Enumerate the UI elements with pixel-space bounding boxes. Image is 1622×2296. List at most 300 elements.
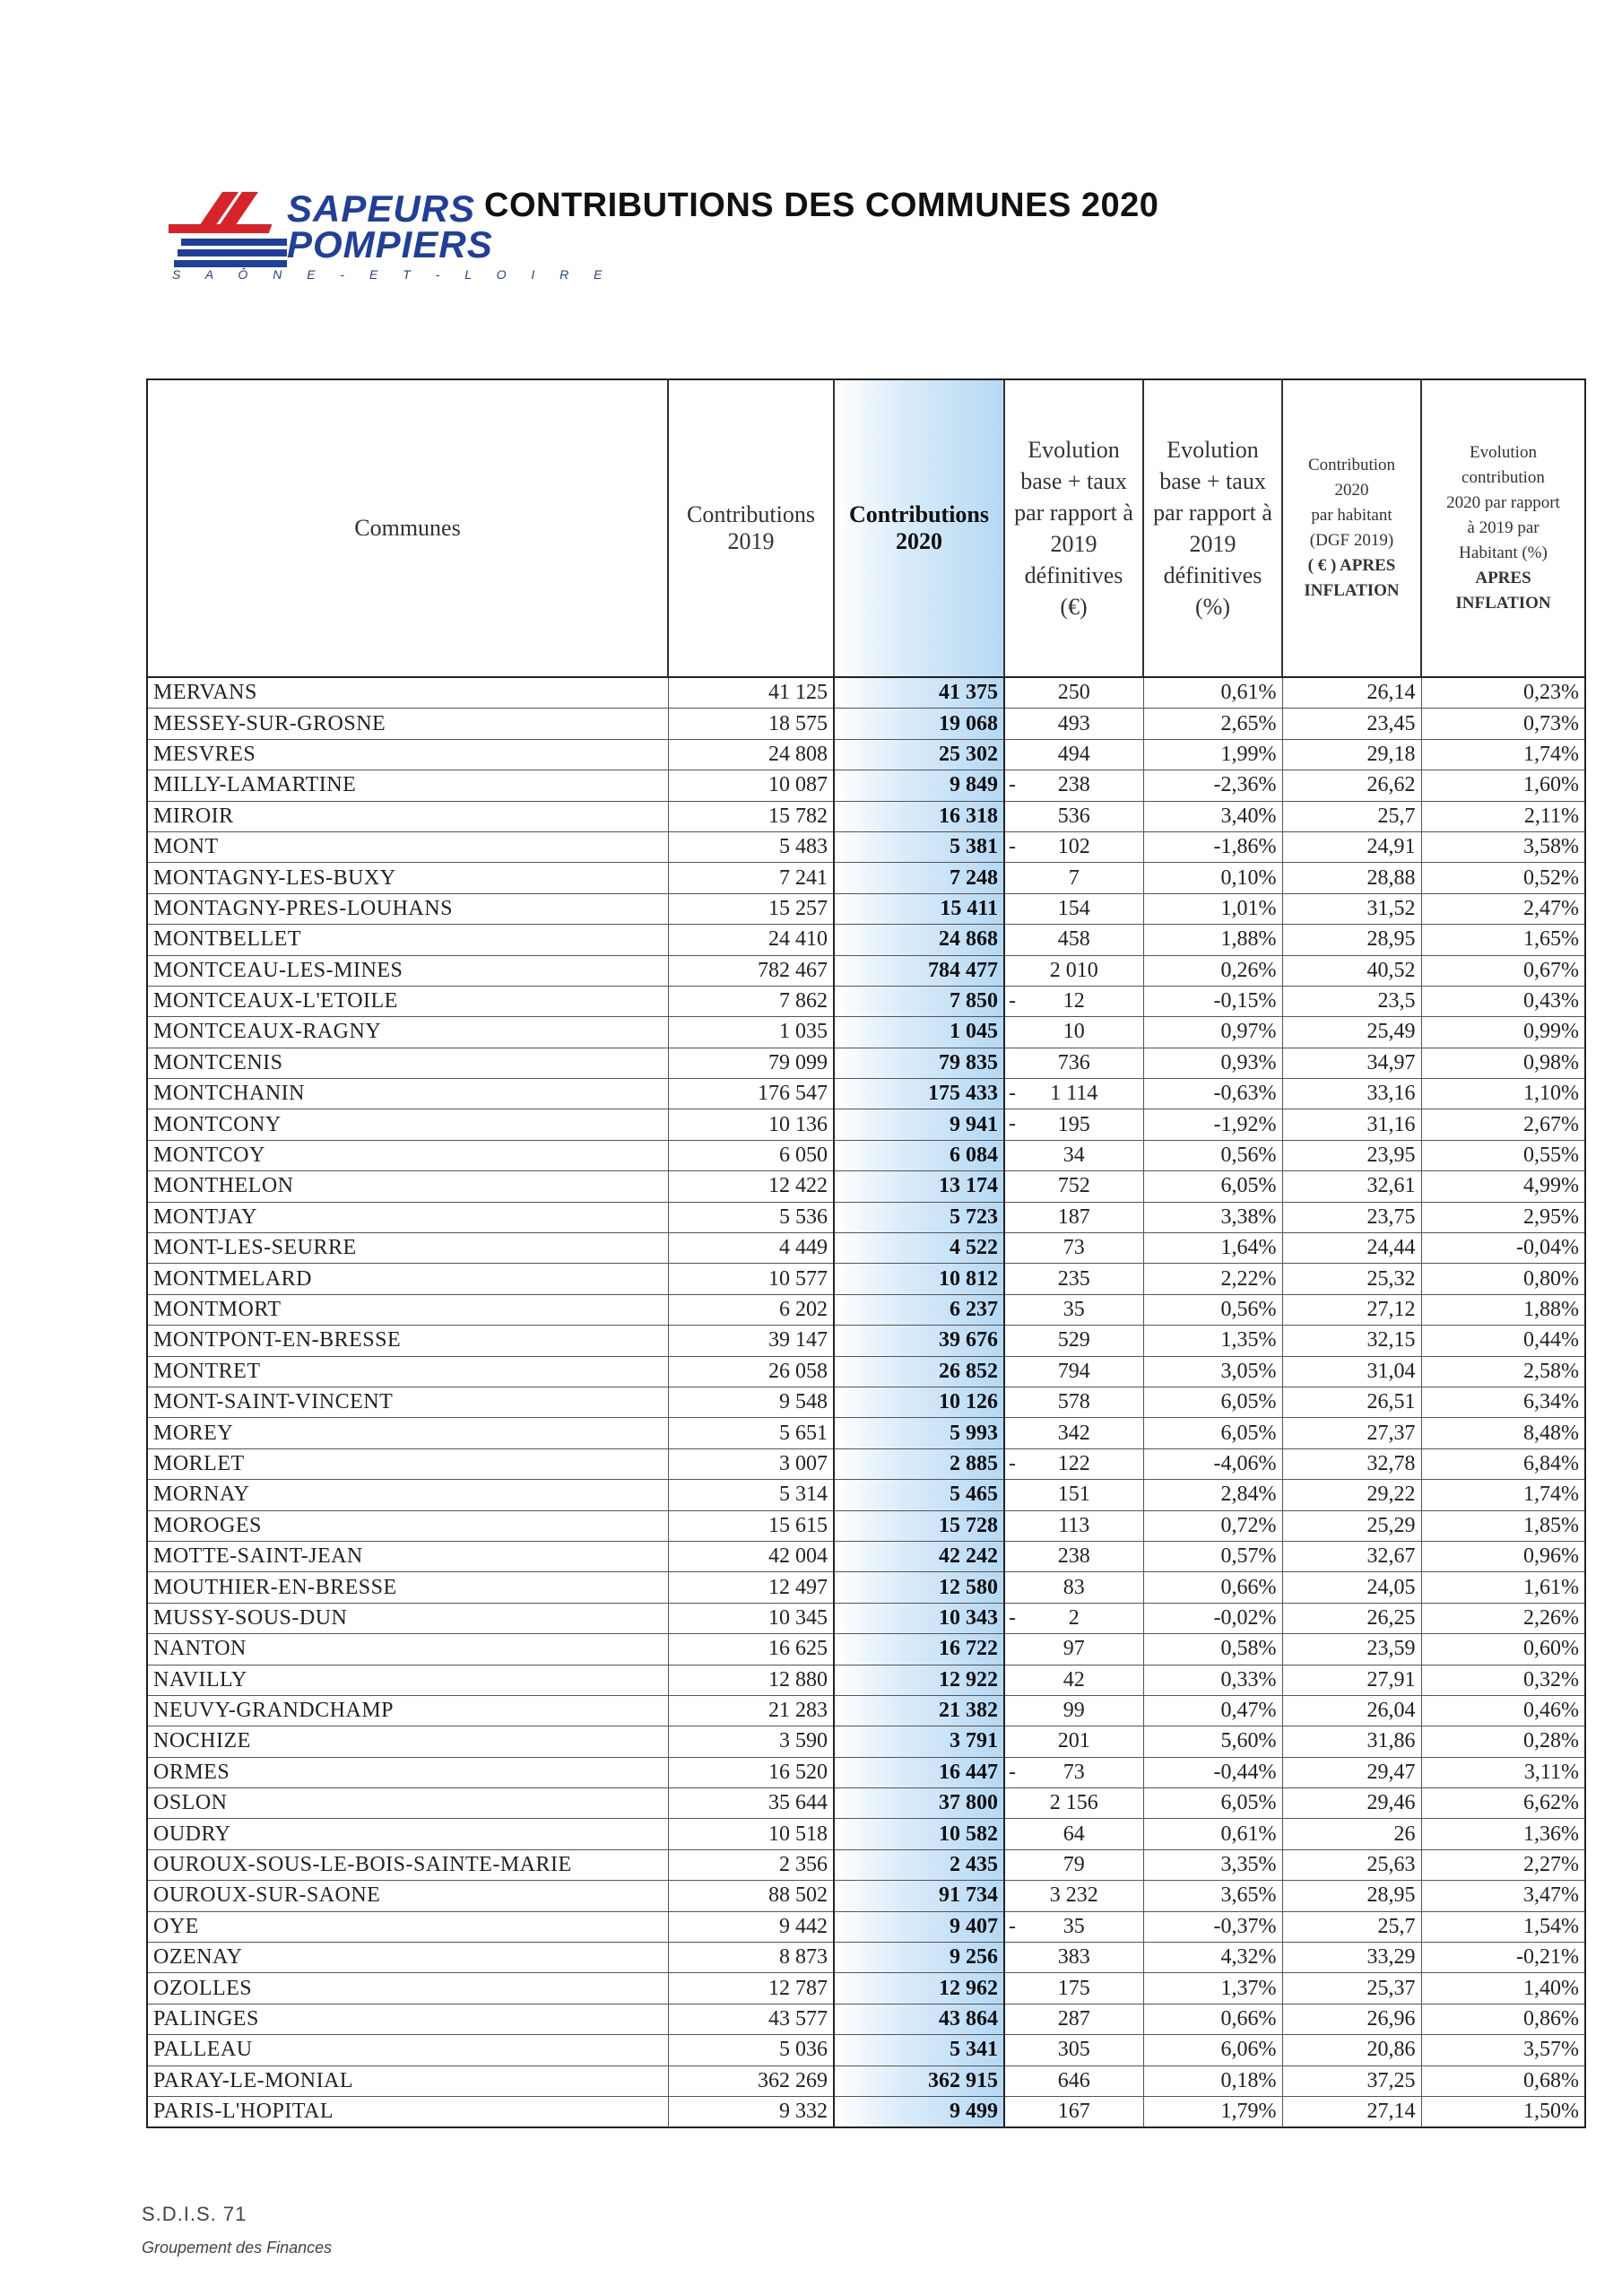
cell-contribution-2020-value: 37 800 <box>939 1791 998 1815</box>
cell-evolution-percent-value: 0,33% <box>1220 1667 1277 1692</box>
cell-commune-value: MOUTHIER-EN-BRESSE <box>153 1575 397 1599</box>
cell-evolution-euro <box>1004 1603 1143 1633</box>
cell-commune <box>148 1572 668 1603</box>
cell-evolution-euro <box>1004 1140 1143 1170</box>
cell-commune <box>148 1541 668 1571</box>
cell-contribution-2019 <box>668 986 834 1016</box>
cell-commune <box>148 1634 668 1665</box>
cell-par-habitant <box>1282 1603 1421 1633</box>
cell-contribution-2019-value: 16 625 <box>768 1637 828 1661</box>
cell-commune <box>148 955 668 986</box>
cell-evolution-percent-value: 3,65% <box>1220 1883 1277 1908</box>
cell-evolution-habitant <box>1421 893 1584 924</box>
cell-contribution-2019 <box>668 1140 834 1170</box>
cell-contribution-2019 <box>668 1448 834 1479</box>
cell-evolution-euro <box>1004 2066 1143 2096</box>
cell-evolution-euro <box>1004 770 1143 801</box>
cell-par-habitant-value: 34,97 <box>1366 1050 1416 1074</box>
cell-evolution-habitant-value: -0,21% <box>1516 1945 1579 1970</box>
cell-contribution-2020 <box>834 1634 1004 1665</box>
cell-contribution-2019 <box>668 801 834 831</box>
cell-commune-value: MONT-LES-SEURRE <box>153 1236 357 1260</box>
cell-commune <box>148 1480 668 1510</box>
header-line: par rapport à <box>1153 500 1272 526</box>
header-line: APRES <box>1475 569 1531 587</box>
cell-commune <box>148 801 668 831</box>
cell-par-habitant-value: 40,52 <box>1366 958 1416 982</box>
cell-par-habitant-value: 23,59 <box>1366 1637 1416 1661</box>
footer-organization: S.D.I.S. 71 <box>142 2203 247 2225</box>
cell-evolution-percent-value: 0,93% <box>1220 1050 1277 1074</box>
cell-contribution-2019-value: 12 787 <box>768 1976 828 2000</box>
cell-par-habitant-value: 23,5 <box>1377 989 1416 1013</box>
cell-contribution-2019 <box>668 1510 834 1541</box>
table-row <box>148 1541 1584 1571</box>
cell-evolution-percent-value: 0,72% <box>1220 1513 1277 1537</box>
cell-evolution-percent <box>1143 986 1282 1016</box>
cell-contribution-2019-value: 39 147 <box>768 1328 828 1352</box>
cell-commune <box>148 1387 668 1417</box>
header-evolution-par-habitant <box>1421 380 1584 677</box>
cell-commune-value: PALLEAU <box>153 2038 253 2062</box>
cell-evolution-euro <box>1004 1264 1143 1294</box>
cell-contribution-2019-value: 2 356 <box>779 1853 828 1877</box>
cell-evolution-euro-value: 102 <box>1057 835 1090 859</box>
cell-par-habitant-value: 29,18 <box>1366 742 1416 766</box>
cell-evolution-euro-value: 238 <box>1057 1544 1090 1569</box>
header-line: base + taux <box>1020 468 1127 494</box>
cell-par-habitant <box>1282 1387 1421 1417</box>
cell-commune <box>148 2004 668 2034</box>
cell-contribution-2020-value: 16 318 <box>939 804 998 828</box>
header-line: base + taux <box>1159 468 1266 494</box>
cell-evolution-habitant <box>1421 1943 1584 1973</box>
cell-evolution-euro <box>1004 1510 1143 1541</box>
cell-evolution-habitant <box>1421 739 1584 770</box>
cell-par-habitant <box>1282 1726 1421 1757</box>
cell-commune <box>148 986 668 1016</box>
cell-par-habitant <box>1282 2096 1421 2126</box>
cell-contribution-2019 <box>668 1757 834 1787</box>
cell-contribution-2020 <box>834 1788 1004 1819</box>
cell-contribution-2020-value: 362 915 <box>928 2068 998 2092</box>
cell-evolution-euro-value: 73 <box>1063 1760 1085 1784</box>
cell-evolution-percent-value: 5,60% <box>1220 1729 1277 1753</box>
cell-contribution-2019 <box>668 831 834 862</box>
cell-contribution-2019 <box>668 1326 834 1356</box>
cell-commune-value: MONTCEAU-LES-MINES <box>153 958 403 982</box>
cell-par-habitant <box>1282 1849 1421 1880</box>
cell-evolution-habitant <box>1421 1572 1584 1603</box>
cell-contribution-2019 <box>668 1079 834 1109</box>
cell-evolution-habitant <box>1421 1079 1584 1109</box>
cell-commune <box>148 709 668 739</box>
header-line: (DGF 2019) <box>1309 531 1394 550</box>
cell-evolution-percent <box>1143 1480 1282 1510</box>
cell-commune <box>148 1418 668 1448</box>
cell-contribution-2019 <box>668 1541 834 1571</box>
cell-par-habitant <box>1282 2004 1421 2034</box>
cell-contribution-2020 <box>834 1973 1004 2004</box>
cell-contribution-2020-value: 12 962 <box>939 1976 998 2000</box>
cell-evolution-percent-value: 2,84% <box>1220 1483 1277 1507</box>
cell-evolution-habitant-value: 6,34% <box>1523 1390 1579 1414</box>
cell-contribution-2019 <box>668 1418 834 1448</box>
table-row <box>148 1233 1584 1264</box>
cell-evolution-habitant-value: 2,95% <box>1523 1205 1579 1229</box>
cell-evolution-percent <box>1143 1202 1282 1232</box>
negative-marker: - <box>1009 773 1016 797</box>
cell-evolution-euro <box>1004 1448 1143 1479</box>
cell-evolution-percent <box>1143 1603 1282 1633</box>
cell-contribution-2019-value: 21 283 <box>768 1699 828 1723</box>
cell-evolution-percent-value: 1,99% <box>1220 742 1277 766</box>
cell-evolution-percent <box>1143 863 1282 893</box>
cell-evolution-percent-value: 0,66% <box>1220 2006 1277 2031</box>
cell-evolution-habitant-value: 0,44% <box>1523 1328 1579 1352</box>
cell-commune-value: MONTAGNY-LES-BUXY <box>153 865 396 890</box>
cell-commune-value: OSLON <box>153 1791 228 1815</box>
table-row <box>148 893 1584 924</box>
cell-evolution-euro-value: 235 <box>1057 1266 1090 1291</box>
cell-contribution-2019-value: 1 035 <box>779 1020 828 1044</box>
cell-evolution-euro <box>1004 1757 1143 1787</box>
cell-evolution-percent <box>1143 893 1282 924</box>
cell-contribution-2020 <box>834 2096 1004 2126</box>
cell-evolution-euro <box>1004 1480 1143 1510</box>
table-row <box>148 1726 1584 1757</box>
cell-evolution-euro <box>1004 1109 1143 1140</box>
header-contribution-par-habitant <box>1282 380 1421 677</box>
cell-evolution-euro-value: 113 <box>1058 1513 1090 1537</box>
cell-evolution-percent <box>1143 1264 1282 1294</box>
cell-par-habitant <box>1282 1140 1421 1170</box>
cell-commune-value: MILLY-LAMARTINE <box>153 773 357 797</box>
cell-evolution-habitant <box>1421 770 1584 801</box>
cell-contribution-2019-value: 10 136 <box>768 1112 828 1136</box>
cell-contribution-2019 <box>668 1572 834 1603</box>
cell-evolution-habitant-value: 0,60% <box>1523 1637 1579 1661</box>
cell-contribution-2020-value: 26 852 <box>939 1359 998 1383</box>
cell-contribution-2020 <box>834 1171 1004 1202</box>
cell-par-habitant <box>1282 1541 1421 1571</box>
cell-evolution-habitant-value: 0,86% <box>1523 2006 1579 2031</box>
cell-evolution-habitant <box>1421 1665 1584 1695</box>
cell-evolution-percent-value: 1,64% <box>1220 1236 1277 1260</box>
cell-evolution-euro-value: 458 <box>1057 927 1090 952</box>
cell-par-habitant-value: 24,91 <box>1366 835 1416 859</box>
cell-par-habitant <box>1282 1171 1421 1202</box>
cell-par-habitant <box>1282 739 1421 770</box>
cell-contribution-2019-value: 4 449 <box>779 1236 828 1260</box>
cell-evolution-habitant-value: 1,65% <box>1523 927 1579 952</box>
cell-contribution-2019-value: 362 269 <box>758 2068 828 2092</box>
cell-evolution-habitant-value: 6,84% <box>1523 1451 1579 1475</box>
table-row <box>148 2035 1584 2066</box>
table-row <box>148 1943 1584 1973</box>
cell-contribution-2019 <box>668 770 834 801</box>
cell-contribution-2019 <box>668 925 834 955</box>
cell-evolution-euro-value: 494 <box>1057 742 1090 766</box>
cell-evolution-percent <box>1143 770 1282 801</box>
cell-evolution-habitant <box>1421 801 1584 831</box>
cell-par-habitant-value: 32,61 <box>1366 1174 1416 1198</box>
cell-evolution-euro <box>1004 1202 1143 1232</box>
cell-evolution-euro <box>1004 1788 1143 1819</box>
cell-contribution-2019 <box>668 2035 834 2066</box>
cell-contribution-2020 <box>834 2035 1004 2066</box>
cell-contribution-2019-value: 88 502 <box>768 1883 828 1908</box>
cell-evolution-habitant-value: 0,96% <box>1523 1544 1579 1569</box>
cell-contribution-2019 <box>668 1202 834 1232</box>
cell-contribution-2020 <box>834 677 1004 709</box>
cell-par-habitant-value: 28,95 <box>1366 927 1416 952</box>
cell-evolution-habitant-value: 6,62% <box>1523 1791 1579 1815</box>
cell-contribution-2019-value: 42 004 <box>768 1544 828 1569</box>
cell-par-habitant-value: 24,05 <box>1366 1575 1416 1599</box>
cell-par-habitant <box>1282 1510 1421 1541</box>
cell-contribution-2020-value: 5 993 <box>950 1421 998 1445</box>
cell-contribution-2019 <box>668 1881 834 1911</box>
cell-contribution-2020 <box>834 1510 1004 1541</box>
cell-contribution-2020 <box>834 1294 1004 1325</box>
cell-evolution-percent <box>1143 1757 1282 1787</box>
cell-evolution-euro-value: 578 <box>1057 1390 1090 1414</box>
cell-par-habitant-value: 29,47 <box>1366 1760 1416 1784</box>
header-contributions-2019 <box>668 380 834 677</box>
cell-par-habitant-value: 25,7 <box>1377 1914 1416 1938</box>
cell-evolution-percent-value: -0,15% <box>1213 989 1277 1013</box>
cell-evolution-percent <box>1143 1356 1282 1387</box>
negative-marker: - <box>1009 1082 1016 1106</box>
cell-evolution-habitant <box>1421 1048 1584 1078</box>
cell-evolution-euro-value: 493 <box>1057 711 1090 735</box>
cell-evolution-euro-value: 151 <box>1057 1483 1090 1507</box>
cell-par-habitant <box>1282 1634 1421 1665</box>
cell-contribution-2020-value: 15 728 <box>939 1513 998 1537</box>
cell-par-habitant <box>1282 955 1421 986</box>
cell-contribution-2019-value: 15 257 <box>768 896 828 920</box>
cell-commune <box>148 1726 668 1757</box>
cell-evolution-percent <box>1143 1634 1282 1665</box>
cell-contribution-2019-value: 18 575 <box>768 711 828 735</box>
cell-evolution-percent <box>1143 1881 1282 1911</box>
cell-contribution-2020-value: 16 447 <box>939 1760 998 1784</box>
cell-par-habitant <box>1282 1017 1421 1048</box>
cell-evolution-habitant <box>1421 1819 1584 1849</box>
cell-commune <box>148 925 668 955</box>
header-line: ( € ) APRES <box>1307 556 1396 575</box>
cell-commune-value: MONTCHANIN <box>153 1082 305 1106</box>
sdis-logo <box>169 187 613 287</box>
table-row <box>148 1109 1584 1140</box>
cell-par-habitant-value: 26,51 <box>1366 1390 1416 1414</box>
cell-evolution-percent-value: -0,02% <box>1213 1605 1277 1630</box>
cell-par-habitant <box>1282 1695 1421 1726</box>
cell-contribution-2019 <box>668 2004 834 2034</box>
table-row <box>148 2066 1584 2096</box>
cell-par-habitant-value: 25,63 <box>1366 1853 1416 1877</box>
cell-commune-value: NAVILLY <box>153 1667 247 1692</box>
cell-evolution-percent <box>1143 1109 1282 1140</box>
table-row <box>148 2096 1584 2126</box>
cell-contribution-2020 <box>834 739 1004 770</box>
table-row <box>148 1140 1584 1170</box>
cell-commune <box>148 677 668 709</box>
cell-par-habitant <box>1282 986 1421 1016</box>
cell-contribution-2020-value: 2 885 <box>950 1451 998 1475</box>
cell-evolution-percent <box>1143 1849 1282 1880</box>
table-row <box>148 1510 1584 1541</box>
cell-contribution-2019 <box>668 2096 834 2126</box>
table-row <box>148 1973 1584 2004</box>
table-row <box>148 1356 1584 1387</box>
cell-par-habitant-value: 26,62 <box>1366 773 1416 797</box>
cell-evolution-euro-value: 187 <box>1057 1205 1090 1229</box>
cell-contribution-2019-value: 10 518 <box>768 1822 828 1846</box>
cell-commune-value: MONT <box>153 835 219 859</box>
cell-evolution-euro <box>1004 2096 1143 2126</box>
cell-contribution-2019-value: 24 808 <box>768 742 828 766</box>
cell-evolution-percent <box>1143 1079 1282 1109</box>
cell-contribution-2020 <box>834 1480 1004 1510</box>
cell-contribution-2019-value: 10 345 <box>768 1605 828 1630</box>
cell-evolution-habitant <box>1421 1233 1584 1264</box>
cell-commune <box>148 2035 668 2066</box>
cell-contribution-2019 <box>668 955 834 986</box>
cell-contribution-2019 <box>668 1819 834 1849</box>
cell-evolution-habitant-value: 0,55% <box>1523 1144 1579 1168</box>
cell-commune-value: MONTMORT <box>153 1298 282 1321</box>
cell-contribution-2019 <box>668 1634 834 1665</box>
cell-par-habitant-value: 26,25 <box>1366 1605 1416 1630</box>
cell-evolution-euro-value: 7 <box>1068 865 1080 890</box>
cell-evolution-euro <box>1004 1356 1143 1387</box>
table-row <box>148 863 1584 893</box>
cell-evolution-habitant <box>1421 1418 1584 1448</box>
cell-contribution-2019 <box>668 1109 834 1140</box>
table-row <box>148 1819 1584 1849</box>
cell-evolution-habitant <box>1421 986 1584 1016</box>
cell-commune <box>148 739 668 770</box>
table-row <box>148 1048 1584 1078</box>
cell-contribution-2019 <box>668 863 834 893</box>
table-row <box>148 1634 1584 1665</box>
cell-par-habitant-value: 25,29 <box>1366 1513 1416 1537</box>
cell-evolution-euro-value: 12 <box>1063 989 1085 1013</box>
cell-evolution-habitant <box>1421 1171 1584 1202</box>
cell-par-habitant <box>1282 1418 1421 1448</box>
cell-contribution-2020-value: 12 580 <box>939 1575 998 1599</box>
cell-commune <box>148 1048 668 1078</box>
cell-contribution-2020 <box>834 1726 1004 1757</box>
cell-contribution-2019 <box>668 1171 834 1202</box>
cell-evolution-percent-value: -4,06% <box>1213 1451 1277 1475</box>
cell-contribution-2020-value: 13 174 <box>939 1174 998 1198</box>
cell-evolution-euro-value: 250 <box>1057 681 1090 705</box>
cell-evolution-percent <box>1143 1819 1282 1849</box>
negative-marker: - <box>1009 1112 1016 1136</box>
cell-evolution-percent <box>1143 677 1282 709</box>
cell-evolution-habitant <box>1421 1017 1584 1048</box>
footer <box>142 2203 332 2257</box>
cell-par-habitant-value: 27,91 <box>1366 1667 1416 1692</box>
cell-commune-value: MONTCOY <box>153 1144 265 1168</box>
cell-commune-value: MESSEY-SUR-GROSNE <box>153 711 386 735</box>
table-row <box>148 955 1584 986</box>
cell-commune-value: PARAY-LE-MONIAL <box>153 2068 354 2092</box>
cell-evolution-euro <box>1004 1294 1143 1325</box>
cell-evolution-habitant-value: 3,47% <box>1523 1883 1579 1908</box>
cell-par-habitant <box>1282 1233 1421 1264</box>
cell-commune-value: MONTBELLET <box>153 927 301 952</box>
table-row <box>148 1849 1584 1880</box>
cell-contribution-2019-value: 5 651 <box>779 1421 828 1445</box>
cell-commune-value: PALINGES <box>153 2006 259 2031</box>
cell-commune-value: MOTTE-SAINT-JEAN <box>153 1544 363 1569</box>
cell-contribution-2019 <box>668 1973 834 2004</box>
cell-evolution-percent-value: 0,61% <box>1220 1822 1277 1846</box>
cell-commune <box>148 1973 668 2004</box>
cell-evolution-percent <box>1143 1140 1282 1170</box>
cell-evolution-habitant <box>1421 831 1584 862</box>
cell-evolution-percent-value: 0,10% <box>1220 865 1277 890</box>
cell-contribution-2019-value: 35 644 <box>768 1791 828 1815</box>
cell-evolution-euro-value: 794 <box>1057 1359 1090 1383</box>
cell-evolution-euro <box>1004 1326 1143 1356</box>
table-row <box>148 1017 1584 1048</box>
table-row <box>148 1881 1584 1911</box>
cell-commune-value: MOROGES <box>153 1513 262 1537</box>
cell-par-habitant <box>1282 925 1421 955</box>
cell-contribution-2019-value: 15 615 <box>768 1513 828 1537</box>
header-line: 2019 <box>1050 531 1097 557</box>
cell-contribution-2019 <box>668 1017 834 1048</box>
cell-evolution-euro-value: 167 <box>1057 2100 1090 2124</box>
cell-evolution-euro-value: 201 <box>1057 1729 1090 1753</box>
cell-contribution-2020-value: 9 256 <box>950 1945 998 1970</box>
footer-department: Groupement des Finances <box>142 2239 333 2257</box>
cell-contribution-2020-value: 5 465 <box>950 1483 998 1507</box>
cell-commune-value: OZOLLES <box>153 1976 253 2000</box>
table-row <box>148 1448 1584 1479</box>
cell-contribution-2019 <box>668 1048 834 1078</box>
cell-contribution-2020 <box>834 1079 1004 1109</box>
cell-commune-value: MESVRES <box>153 742 256 766</box>
cell-evolution-habitant-value: 0,28% <box>1523 1729 1579 1753</box>
cell-commune-value: OYE <box>153 1914 199 1938</box>
cell-contribution-2019 <box>668 1726 834 1757</box>
cell-contribution-2020 <box>834 1048 1004 1078</box>
cell-commune-value: NOCHIZE <box>153 1729 251 1753</box>
cell-evolution-percent <box>1143 1726 1282 1757</box>
cell-par-habitant <box>1282 831 1421 862</box>
table-row <box>148 1264 1584 1294</box>
cell-evolution-percent-value: 3,40% <box>1220 804 1277 828</box>
cell-evolution-habitant-value: 3,58% <box>1523 835 1579 859</box>
logo-line-2: POMPIERS <box>287 223 493 265</box>
cell-contribution-2020 <box>834 1911 1004 1942</box>
cell-evolution-habitant <box>1421 1911 1584 1942</box>
header-line: 2019 <box>1189 531 1236 557</box>
cell-evolution-euro <box>1004 1973 1143 2004</box>
cell-commune-value: MORNAY <box>153 1483 250 1507</box>
cell-evolution-percent-value: 0,57% <box>1220 1544 1277 1569</box>
cell-par-habitant <box>1282 1911 1421 1942</box>
cell-evolution-euro-value: 287 <box>1057 2006 1090 2031</box>
cell-evolution-percent <box>1143 739 1282 770</box>
table-row <box>148 1572 1584 1603</box>
